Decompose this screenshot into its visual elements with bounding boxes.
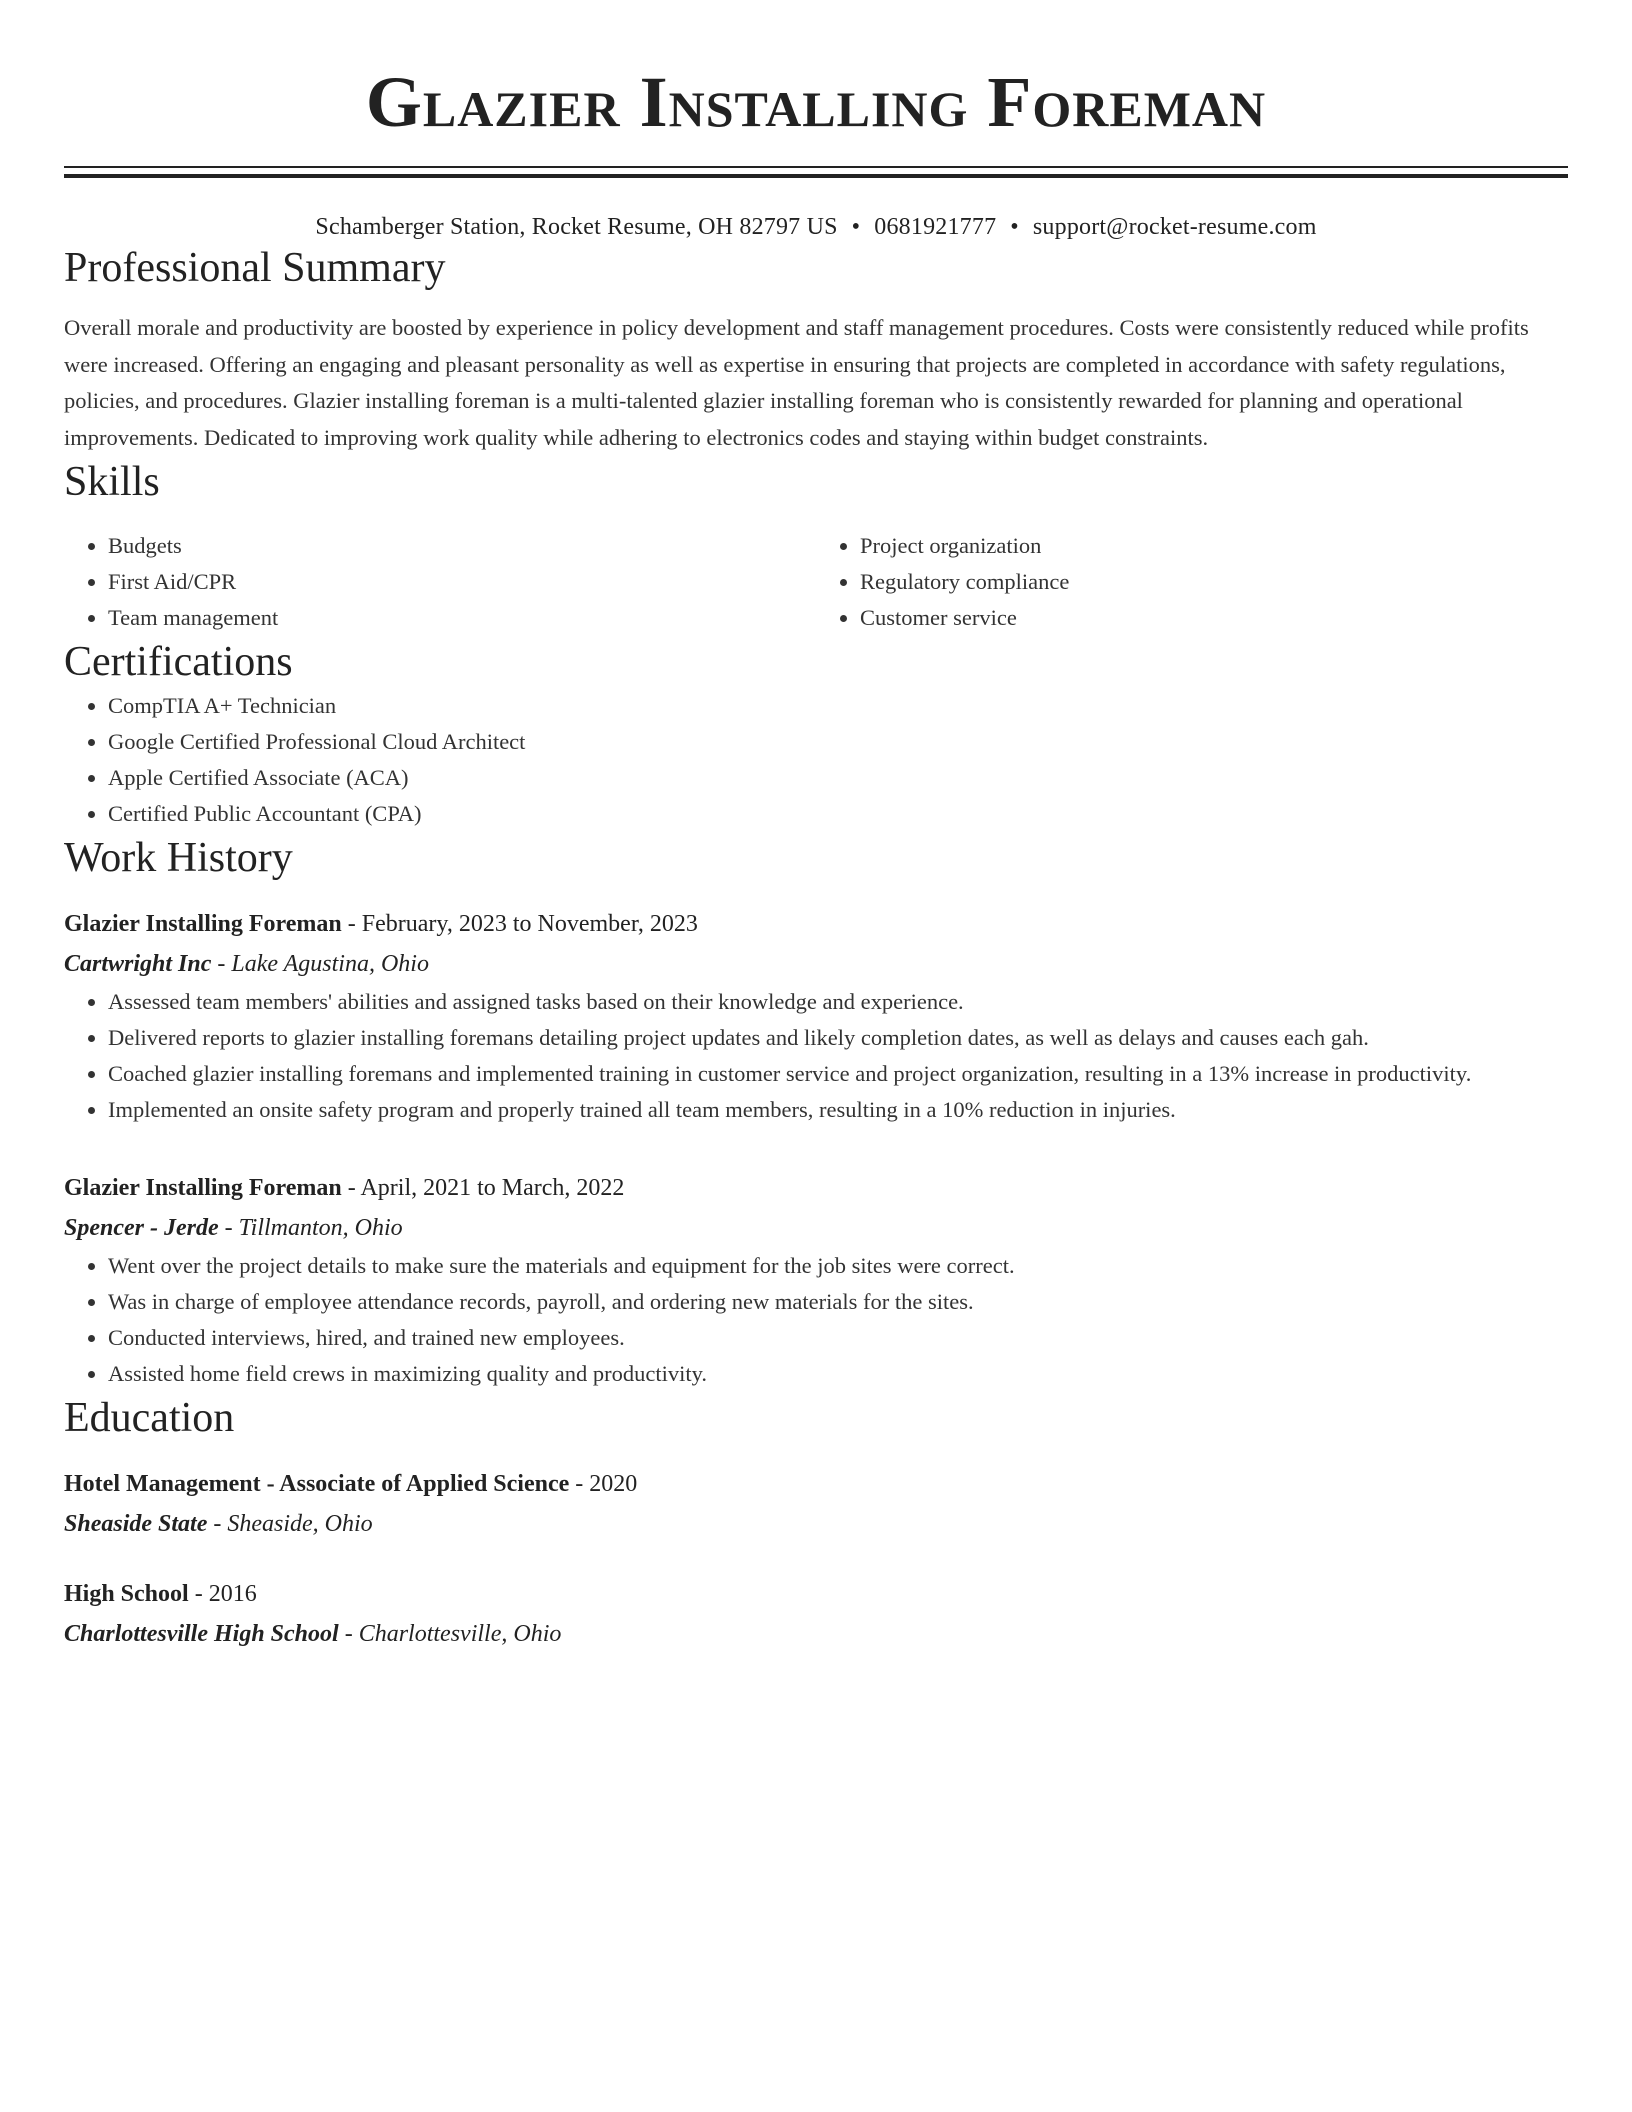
education-location: Charlottesville, Ohio (358, 1621, 562, 1647)
certification-item: • Apple Certified Associate (ACA) (108, 760, 1568, 796)
contact-email: support@rocket-resume.com (1032, 214, 1317, 240)
contact-separator: • (1010, 214, 1019, 240)
skills-list-right (816, 528, 1568, 636)
education-location: Sheaside, Ohio (227, 1511, 373, 1537)
skills-column-left (64, 528, 816, 636)
education-separator: - (207, 1511, 228, 1537)
job-role: Glazier Installing Foreman (64, 911, 342, 937)
contact-phone: 0681921777 (874, 214, 997, 240)
job-employer (64, 1208, 1568, 1248)
education-school: Sheaside State (64, 1511, 208, 1537)
skills-heading: Skills (64, 459, 160, 505)
job-header (64, 1168, 1568, 1208)
education-degree: High School (64, 1581, 189, 1607)
job-entry (64, 904, 1568, 1128)
education-separator: - (188, 1581, 209, 1607)
education-heading: Education (64, 1395, 235, 1441)
skill-item: • Regulatory compliance (860, 564, 1568, 600)
job-duties-list (64, 984, 1568, 1128)
job-duty-item: • Implemented an onsite safety program and properly trained all team members, resulting in a 10% reduction in injuries. (108, 1092, 1568, 1128)
certification-item: • Google Certified Professional Cloud Architect (108, 724, 1568, 760)
job-duty-item: • Coached glazier installing foremans and implemented training in customer service and project organization, resulting in a 13% increase in productivity. (108, 1056, 1568, 1092)
education-institution (64, 1614, 1568, 1654)
job-separator: - (218, 1215, 239, 1241)
skill-item: • Project organization (860, 528, 1568, 564)
skills-column-right (816, 528, 1568, 636)
education-institution (64, 1504, 1568, 1544)
resume-name: Glazier Installing Foreman (365, 62, 1267, 142)
education-header (64, 1574, 1568, 1614)
education-separator: - (338, 1621, 359, 1647)
skill-item: • First Aid/CPR (108, 564, 816, 600)
work-history-heading: Work History (64, 835, 293, 881)
job-entry (64, 1168, 1568, 1392)
certifications-list (64, 688, 1568, 832)
skill-item: • Team management (108, 600, 816, 636)
certifications-heading: Certifications (64, 639, 293, 685)
job-duties-list (64, 1248, 1568, 1392)
job-separator: - (211, 951, 232, 977)
contact-address: Schamberger Station, Rocket Resume, OH 82797 US (315, 214, 838, 240)
education-year: 2016 (208, 1581, 257, 1607)
job-separator: - (341, 1175, 361, 1201)
header-divider-thin (64, 166, 1568, 168)
job-location: Lake Agustina, Ohio (231, 951, 429, 977)
job-role: Glazier Installing Foreman (64, 1175, 342, 1201)
job-company: Cartwright Inc (64, 951, 212, 977)
education-entry (64, 1464, 1568, 1544)
header-divider-thick (64, 174, 1568, 178)
skill-item: • Budgets (108, 528, 816, 564)
job-header (64, 904, 1568, 944)
education-year: 2020 (589, 1471, 638, 1497)
skill-item: • Customer service (860, 600, 1568, 636)
certification-item: • Certified Public Accountant (CPA) (108, 796, 1568, 832)
skills-grid (64, 528, 1568, 636)
job-duty-item: • Delivered reports to glazier installing foremans detailing project updates and likely completion dates, as well as delays and causes each gah. (108, 1020, 1568, 1056)
job-employer (64, 944, 1568, 984)
education-header (64, 1464, 1568, 1504)
job-dates: April, 2021 to March, 2022 (360, 1175, 625, 1201)
education-entry (64, 1574, 1568, 1654)
job-dates: February, 2023 to November, 2023 (361, 911, 698, 937)
job-location: Tillmanton, Ohio (238, 1215, 403, 1241)
job-duty-item: • Assisted home field crews in maximizing quality and productivity. (108, 1356, 1568, 1392)
contact-separator: • (851, 214, 861, 240)
summary-heading: Professional Summary (64, 245, 446, 291)
education-degree: Hotel Management - Associate of Applied Science (64, 1471, 570, 1497)
job-duty-item: • Was in charge of employee attendance records, payroll, and ordering new materials for the sites. (108, 1284, 1568, 1320)
summary-text: Overall morale and productivity are boosted by experience in policy development and staff management procedures. Costs were consistently reduced while profits were increased. Offering an engaging and pleasant personality as well as expertise in ensuring that projects are completed in accordance with safety regulations, policies, and procedures. Glazier installing foreman is a multi-talented glazier installing foreman who is consistently rewarded for planning and operational improvements. Dedicated to improving work quality while adhering to electronics codes and staying within budget constraints. (64, 315, 1529, 450)
job-separator: - (341, 911, 362, 937)
job-duty-item: • Went over the project details to make sure the materials and equipment for the job sites were correct. (108, 1248, 1568, 1284)
job-company: Spencer - Jerde (64, 1215, 219, 1241)
skills-list-left (64, 528, 816, 636)
job-duty-item: • Conducted interviews, hired, and trained new employees. (108, 1320, 1568, 1356)
certification-item: • CompTIA A+ Technician (108, 688, 1568, 724)
job-duty-item: • Assessed team members' abilities and assigned tasks based on their knowledge and experience. (108, 984, 1568, 1020)
education-school: Charlottesville High School (64, 1621, 339, 1647)
education-separator: - (569, 1471, 590, 1497)
contact-line (64, 212, 1568, 242)
